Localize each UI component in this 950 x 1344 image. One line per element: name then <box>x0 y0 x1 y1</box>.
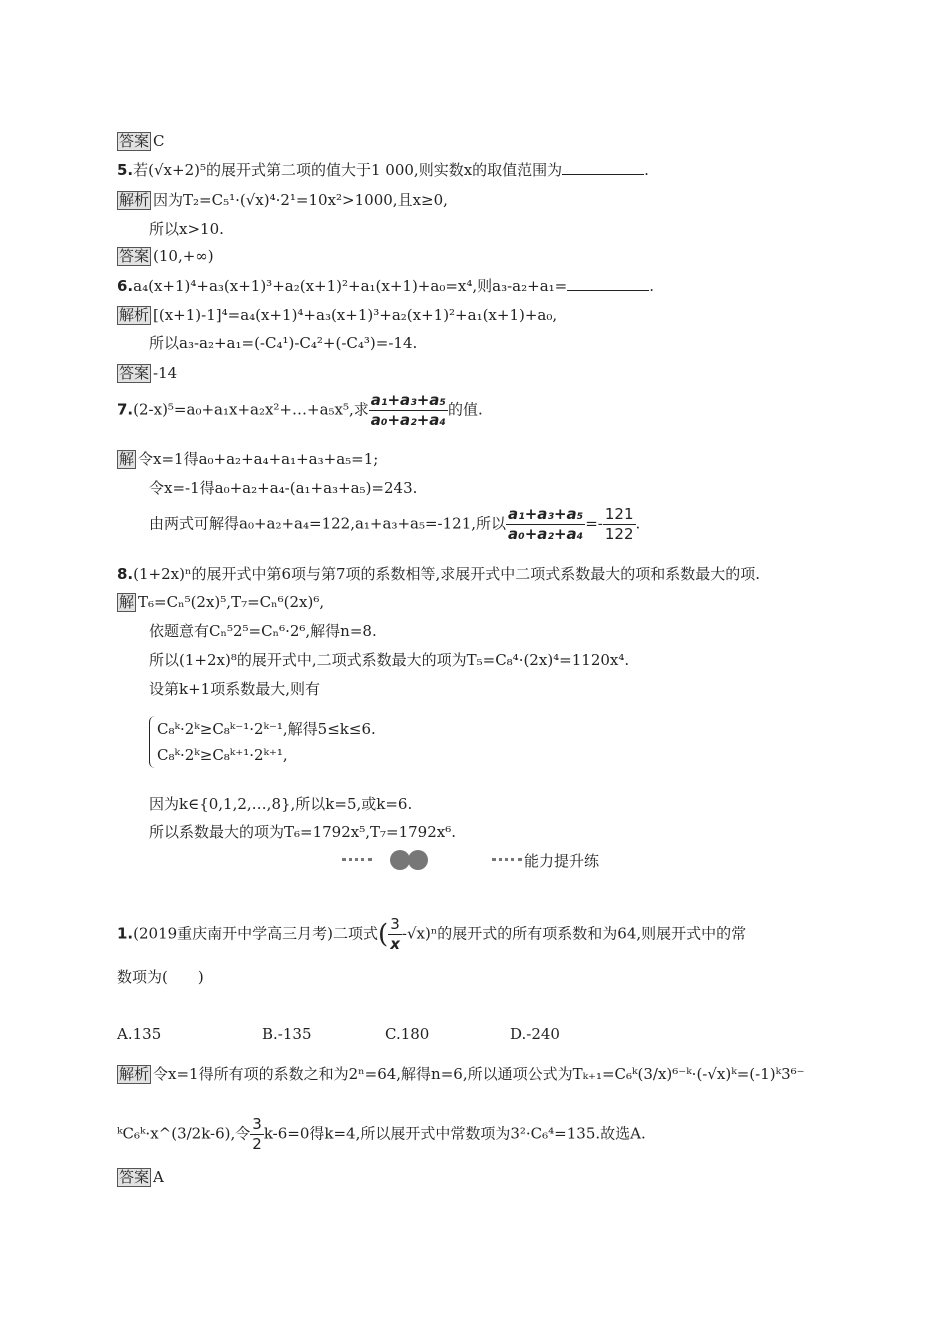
section-title: 能力提升练 <box>524 852 600 870</box>
q5-stem-line <box>117 160 649 180</box>
dots-right-decoration <box>492 858 522 861</box>
q5-stem: 若(√x+2)⁵的展开式第二项的值大于1 000,则实数x的取值范围为 <box>133 161 563 179</box>
q6-answer: -14 <box>153 364 178 382</box>
solution-label: 解 <box>119 450 135 468</box>
option-c: C.180 <box>385 1025 430 1043</box>
q5-blank <box>562 160 644 175</box>
q8-solution-line6: 所以系数最大的项为T₆=1792x⁵,T₇=1792x⁶. <box>149 823 457 841</box>
q8-inequality-system <box>149 716 376 768</box>
p1-fraction <box>388 915 402 954</box>
q6-stem-line <box>117 276 654 296</box>
q8-solution-line5: 因为k∈{0,1,2,…,8},所以k=5,或k=6. <box>149 795 413 813</box>
q6-solution-line2: 所以a₃-a₂+a₁=(-C₄¹)-C₄²+(-C₄³)=-14. <box>149 334 418 352</box>
p1-sol2-num: 3 <box>252 1115 262 1133</box>
option-d: D.-240 <box>510 1025 560 1043</box>
p1-sol2: ᵏC₆ᵏ·x^(3/2k-6),令 <box>117 1124 251 1143</box>
solution-label: 解 <box>119 593 135 611</box>
p1-number: 1. <box>117 924 134 943</box>
q8-sys-line2: C₈ᵏ·2ᵏ≥C₈ᵏ⁺¹·2ᵏ⁺¹, <box>157 746 288 764</box>
section-header <box>342 848 622 872</box>
circle-icon-left <box>390 850 410 870</box>
q5-number: 5. <box>117 161 134 179</box>
analysis-label: 解析 <box>119 191 150 209</box>
q8-solution-line1 <box>117 592 324 612</box>
q5-end: . <box>644 161 649 179</box>
p1-stem-b: -√x)ⁿ的展开式的所有项系数和为64,则展开式中的常 <box>401 924 747 943</box>
q7-frac-num: a₁+a₃+a₅ <box>370 391 446 409</box>
answer-label: 答案 <box>119 132 150 150</box>
analysis-label: 解析 <box>119 306 150 324</box>
q7-fraction <box>369 391 448 430</box>
q7-frac-den: a₀+a₂+a₄ <box>370 411 446 429</box>
q7-sol3: 由两式可解得a₀+a₂+a₄=122,a₁+a₃+a₅=-121,所以 <box>149 514 507 533</box>
q8-solution-line2: 依题意有Cₙ⁵2⁵=Cₙ⁶·2⁶,解得n=8. <box>149 622 377 640</box>
q7-res-frac-den: a₀+a₂+a₄ <box>508 525 584 543</box>
q7-result-fraction <box>506 505 585 544</box>
q8-stem-line <box>117 564 760 584</box>
q6-number: 6. <box>117 277 134 295</box>
q6-blank <box>567 276 649 291</box>
q6-sol1: [(x+1)-1]⁴=a₄(x+1)⁴+a₃(x+1)³+a₂(x+1)²+a₁(x+1)+a₀, <box>153 306 558 324</box>
p1-sol2-end: k-6=0得k=4,所以展开式中常数项为3²·C₆⁴=135.故选A. <box>263 1124 646 1143</box>
q8-solution-line4: 设第k+1项系数最大,则有 <box>149 680 320 698</box>
q6-stem: a₄(x+1)⁴+a₃(x+1)³+a₂(x+1)²+a₁(x+1)+a₀=x⁴,则a₃-a₂+a₁= <box>133 277 568 295</box>
q7-stem-line <box>117 391 483 430</box>
p1-sol2-den: 2 <box>252 1135 262 1153</box>
q8-sol1: T₆=Cₙ⁵(2x)⁵,T₇=Cₙ⁶(2x)⁶, <box>138 593 325 611</box>
answer-label: 答案 <box>119 247 150 265</box>
q8-stem: (1+2x)ⁿ的展开式中第6项与第7项的系数相等,求展开式中二项式系数最大的项和系数最大的项. <box>133 565 761 583</box>
q8-sys-line1: C₈ᵏ·2ᵏ≥C₈ᵏ⁻¹·2ᵏ⁻¹,解得5≤k≤6. <box>157 720 376 738</box>
p1-solution-line2 <box>117 1115 646 1154</box>
option-b: B.-135 <box>262 1025 312 1043</box>
p1-frac-num: 3 <box>388 915 402 935</box>
q7-stem: (2-x)⁵=a₀+a₁x+a₂x²+…+a₅x⁵,求 <box>133 400 369 419</box>
q6-solution-line1 <box>117 305 557 325</box>
q7-number: 7. <box>117 400 134 419</box>
p1-sol2-fraction <box>250 1115 264 1154</box>
p1-stem-line2: 数项为( ) <box>117 968 204 986</box>
q7-solution-line1 <box>117 449 378 469</box>
q4-answer: C <box>153 132 165 150</box>
dots-left-decoration <box>342 858 372 861</box>
q6-end: . <box>649 277 654 295</box>
q7-res-frac-num: a₁+a₃+a₅ <box>508 505 584 523</box>
q5-answer-line <box>117 246 214 266</box>
p1-stem-a: (2019重庆南开中学高三月考)二项式 <box>133 924 379 943</box>
q7-res-den: 122 <box>604 525 634 543</box>
p1-answer-line <box>117 1167 164 1187</box>
q7-result-value <box>603 505 636 544</box>
analysis-label: 解析 <box>119 1065 150 1083</box>
answer-label: 答案 <box>119 1168 150 1186</box>
q7-solution-line3 <box>149 505 640 544</box>
q7-solution-line2: 令x=-1得a₀+a₂+a₄-(a₁+a₃+a₅)=243. <box>149 479 418 497</box>
circle-icon-right <box>408 850 428 870</box>
q7-res-num: 121 <box>604 505 634 523</box>
answer-label: 答案 <box>119 364 150 382</box>
q5-solution-line1 <box>117 190 448 210</box>
option-a: A.135 <box>117 1025 162 1043</box>
q6-answer-line <box>117 363 177 383</box>
q8-solution-line3: 所以(1+2x)⁸的展开式中,二项式系数最大的项为T₅=C₈⁴·(2x)⁴=1120x⁴. <box>149 651 630 669</box>
q7-sol1: 令x=1得a₀+a₂+a₄+a₁+a₃+a₅=1; <box>138 450 379 468</box>
p1-answer: A <box>153 1168 164 1186</box>
p1-sol1: 令x=1得所有项的系数之和为2ⁿ=64,解得n=6,所以通项公式为Tₖ₊₁=C₆ᵏ(3/x)⁶⁻ᵏ·(-√x)ᵏ=(-1)ᵏ3⁶⁻ <box>153 1065 805 1083</box>
p1-solution-line1 <box>117 1064 805 1084</box>
q5-solution-line2: 所以x>10. <box>149 220 224 238</box>
q4-answer-line <box>117 131 165 151</box>
q7-res-end: . <box>635 514 641 533</box>
p1-stem-line1: 1.(2019重庆南开中学高三月考)二项式( $\frac{3}{x}$ -√x)ⁿ的展开式的所有项系数和为64,则展开式中的常 <box>117 915 747 953</box>
q5-answer: (10,+∞) <box>153 247 214 265</box>
q8-number: 8. <box>117 565 134 583</box>
q5-sol1: 因为T₂=C₅¹·(√x)⁴·2¹=10x²>1000,且x≥0, <box>153 191 448 209</box>
q7-res-eq: =- <box>585 514 603 533</box>
p1-frac-den: x <box>390 935 400 953</box>
q7-stem-end: 的值. <box>448 400 483 419</box>
